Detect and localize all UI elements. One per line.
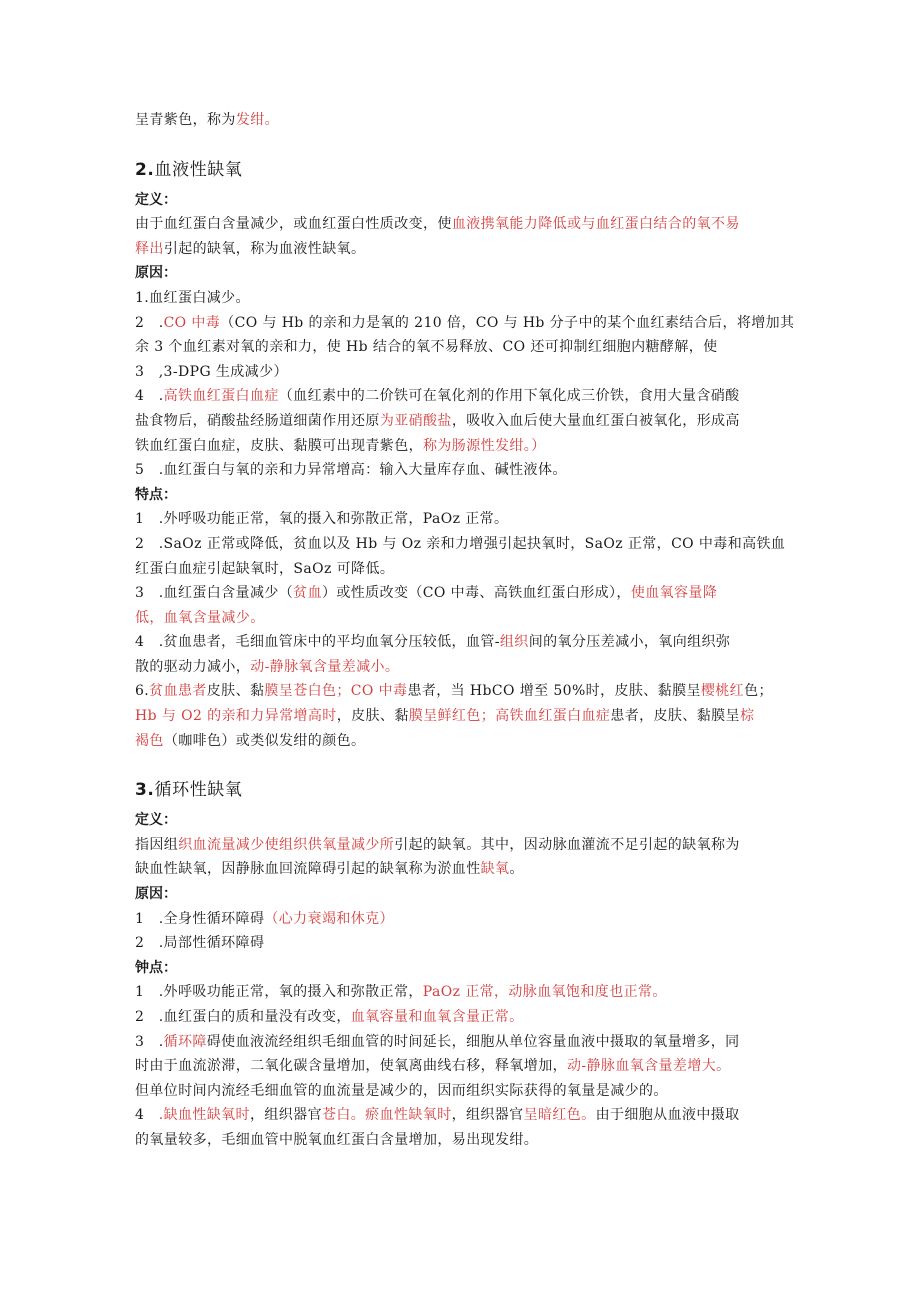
definition-line <box>135 833 790 858</box>
feature-label: 特点： <box>135 486 177 503</box>
highlight-text: 循环障 <box>163 1033 207 1050</box>
text: 4 .贫血患者，毛细血管床中的平均血氧分压较低，血管- <box>135 634 500 651</box>
text: 色； <box>744 683 773 700</box>
text: 碍使血液流经组织毛细血管的时间延长，细胞从单位容量血液中摄取的氧量增多，同 <box>206 1033 740 1050</box>
text: 指因组 <box>135 836 179 853</box>
definition-label: 定义： <box>135 812 177 829</box>
text: ）或性质改变（CO 中毒、高铁血红蛋白形成）， <box>321 585 631 602</box>
highlight-text: .缺血性缺氧时 <box>144 1107 250 1124</box>
section-number: 3. <box>135 780 155 801</box>
feature-item-3-cont: 但单位时间内流经毛细血管的血流量是减少的，因而组织实际获得的氧量是减少的。 <box>135 1082 668 1099</box>
feature-item-4 <box>135 630 790 655</box>
feature-item-4-cont: 的氧量较多，毛细血管中脱氧血红蛋白含量增加，易出现发绀。 <box>135 1131 539 1148</box>
cause-item-4-cont <box>135 434 790 459</box>
feature-item-3 <box>135 1030 790 1055</box>
text: 1 .全身性循环障碍 <box>135 910 265 927</box>
highlight-text: 缺氧 <box>480 861 510 878</box>
intro-line <box>135 108 790 133</box>
highlight-text: 血氧容量和血氧含量正常。 <box>350 1009 524 1025</box>
text: 盐食物后，硝酸盐经肠道细菌作用还原 <box>135 412 380 429</box>
feature-item-3-cont <box>135 1054 790 1079</box>
highlight-text: 苍白。瘀血性缺氧时 <box>321 1107 452 1124</box>
feature-item-2: 2 .SaOz 正常或降低，贫血以及 Hb 与 Oz 亲和力增强引起抉氧时，SaOz 正常，CO 中毒和高铁血 <box>135 535 786 552</box>
highlight-text: 动-静脉血氧含量差增大。 <box>567 1058 731 1075</box>
highlight-text: 膜呈苍白色；CO 中毒 <box>264 683 408 700</box>
text: 4 <box>135 1107 145 1124</box>
feature-item-4-cont <box>135 655 790 680</box>
text: ，皮肤、黏 <box>336 708 409 725</box>
feature-item-1: 1 .外呼吸功能正常，氧的摄入和弥散正常，PaOz 正常。 <box>135 511 509 528</box>
feature-item-6-cont <box>135 729 790 754</box>
text: 患者，当 HbCO 增至 50%时，皮肤、黏膜呈 <box>407 683 701 700</box>
section-heading-3 <box>135 778 790 802</box>
highlight-text: 动-静脉氧含量差减小。 <box>250 658 400 675</box>
cause-item-1: 1.血红蛋白减少。 <box>135 289 250 306</box>
highlight-text: 发绀。 <box>235 112 280 128</box>
section-number: 2. <box>135 159 155 180</box>
feature-item-2 <box>135 1005 790 1030</box>
text: 3 . <box>135 1033 164 1050</box>
definition-line <box>135 212 790 237</box>
highlight-text: 释出 <box>135 240 164 257</box>
section-title: 循环性缺氧 <box>154 780 243 801</box>
feature-label: 钟点： <box>135 959 177 976</box>
highlight-text: 膜呈鲜红色；高铁血红蛋白血症 <box>408 708 611 725</box>
text: 由于细胞从血液中摄取 <box>595 1107 740 1124</box>
text: 1 .外呼吸功能正常，氧的摄入和弥散正常， <box>135 984 423 1001</box>
highlight-text: 褐色 <box>135 732 164 749</box>
highlight-text: 织血流量减少使组织供氧量减少所 <box>178 836 395 853</box>
feature-item-6 <box>135 679 790 704</box>
highlight-text: 使血氧容量降 <box>630 585 718 602</box>
text: ，组织器官 <box>451 1107 524 1124</box>
document-body <box>135 108 795 1153</box>
highlight-text: 贫血 <box>293 585 322 602</box>
highlight-text: 为亚硝酸盐 <box>379 412 452 429</box>
text: 时由于血流淤滞，二氧化碳含量增加，使氧离曲线右移，释氧增加， <box>135 1058 567 1075</box>
feature-item-1 <box>135 980 790 1005</box>
text: 2 .血红蛋白的质和量没有改变， <box>135 1009 351 1025</box>
cause-item-3: 3 ,3-DPG 生成减少） <box>135 363 288 380</box>
text: 引起的缺氧。其中，因动脉血灌流不足引起的缺氧称为 <box>394 836 740 853</box>
highlight-text: PaOz 正常，动脉血氧饱和度也正常。 <box>422 984 667 1001</box>
section-heading-2 <box>135 158 790 182</box>
text: （血红素中的二价铁可在氧化剂的作用下氧化成三价铁，食用大量含硝酸 <box>278 388 740 405</box>
highlight-text: 棕 <box>739 708 755 725</box>
section-title: 血液性缺氧 <box>154 159 243 180</box>
text: 呈青紫色，称为 <box>135 112 236 128</box>
text: （咖啡色）或类似发绀的颜色。 <box>163 732 366 749</box>
text: 患者，皮肤、黏膜呈 <box>610 708 740 725</box>
text: ，组织器官 <box>249 1107 322 1124</box>
text: 2 . <box>135 314 164 331</box>
highlight-text: 贫血患者 <box>149 683 207 700</box>
cause-item-4 <box>135 384 790 409</box>
text: 由于血红蛋白含量减少，或血红蛋白性质改变，使 <box>135 216 452 233</box>
highlight-text: Hb 与 O2 的亲和力异常增高时 <box>135 708 337 725</box>
highlight-text: 称为肠源性发绀。） <box>423 437 546 454</box>
highlight-text: CO 中毒 <box>163 314 221 331</box>
feature-item-2-cont: 红蛋白血症引起缺氧时，SaOz 可降低。 <box>135 560 395 577</box>
highlight-text: 呈暗红色。 <box>523 1107 596 1124</box>
cause-item-2: 2 .局部性循环障碍 <box>135 935 265 952</box>
cause-item-5: 5 .血红蛋白与氧的亲和力异常增高：输入大量库存血、碱性液体。 <box>135 462 567 479</box>
feature-item-6-cont <box>135 704 790 729</box>
feature-item-3 <box>135 581 790 606</box>
text: 缺血性缺氧，因静脉血回流障碍引起的缺氧称为淤血性 <box>135 861 481 878</box>
cause-item-2-cont: 余 3 个血红素对氧的亲和力，使 Hb 结合的氧不易释放、CO 还可抑制红细胞内糖酵解，使 <box>135 339 718 356</box>
text: 铁血红蛋白血症，皮肤、黏膜可出现青紫色， <box>135 437 423 454</box>
feature-item-4 <box>135 1103 790 1128</box>
text: （CO 与 Hb 的亲和力是氧的 210 倍，CO 与 Hb 分子中的某个血红素结合后，将增加其 <box>220 314 795 331</box>
feature-item-3-cont: 低，血氧含量减少。 <box>135 609 265 626</box>
text: 皮肤、黏 <box>206 683 265 700</box>
cause-item-2 <box>135 311 795 336</box>
cause-item-4-cont <box>135 409 790 434</box>
highlight-text: 樱桃红 <box>700 683 745 700</box>
cause-label: 原因： <box>135 265 177 282</box>
text: 4 . <box>135 388 164 405</box>
definition-line <box>135 857 790 882</box>
text: 6. <box>135 683 150 700</box>
text: 。 <box>509 861 524 878</box>
highlight-text: 血液携氧能力降低或与血红蛋白结合的氧不易 <box>451 216 740 233</box>
highlight-text: （心力衰竭和休克） <box>264 910 394 927</box>
text: 间的氧分压差减小，氧向组织弥 <box>528 634 731 651</box>
text: 引起的缺氧，称为血液性缺氧。 <box>163 240 366 257</box>
text: ，吸收入血后使大量血红蛋白被氧化，形成高 <box>451 412 740 429</box>
text: 散的驱动力减小， <box>135 658 251 675</box>
highlight-text: 组织 <box>499 634 529 651</box>
highlight-text: 高铁血红蛋白血症 <box>163 388 279 405</box>
cause-item-1 <box>135 907 790 932</box>
definition-label: 定义： <box>135 191 177 208</box>
text: 3 .血红蛋白含量减少（ <box>135 585 294 602</box>
cause-label: 原因： <box>135 886 177 903</box>
definition-line <box>135 237 790 262</box>
